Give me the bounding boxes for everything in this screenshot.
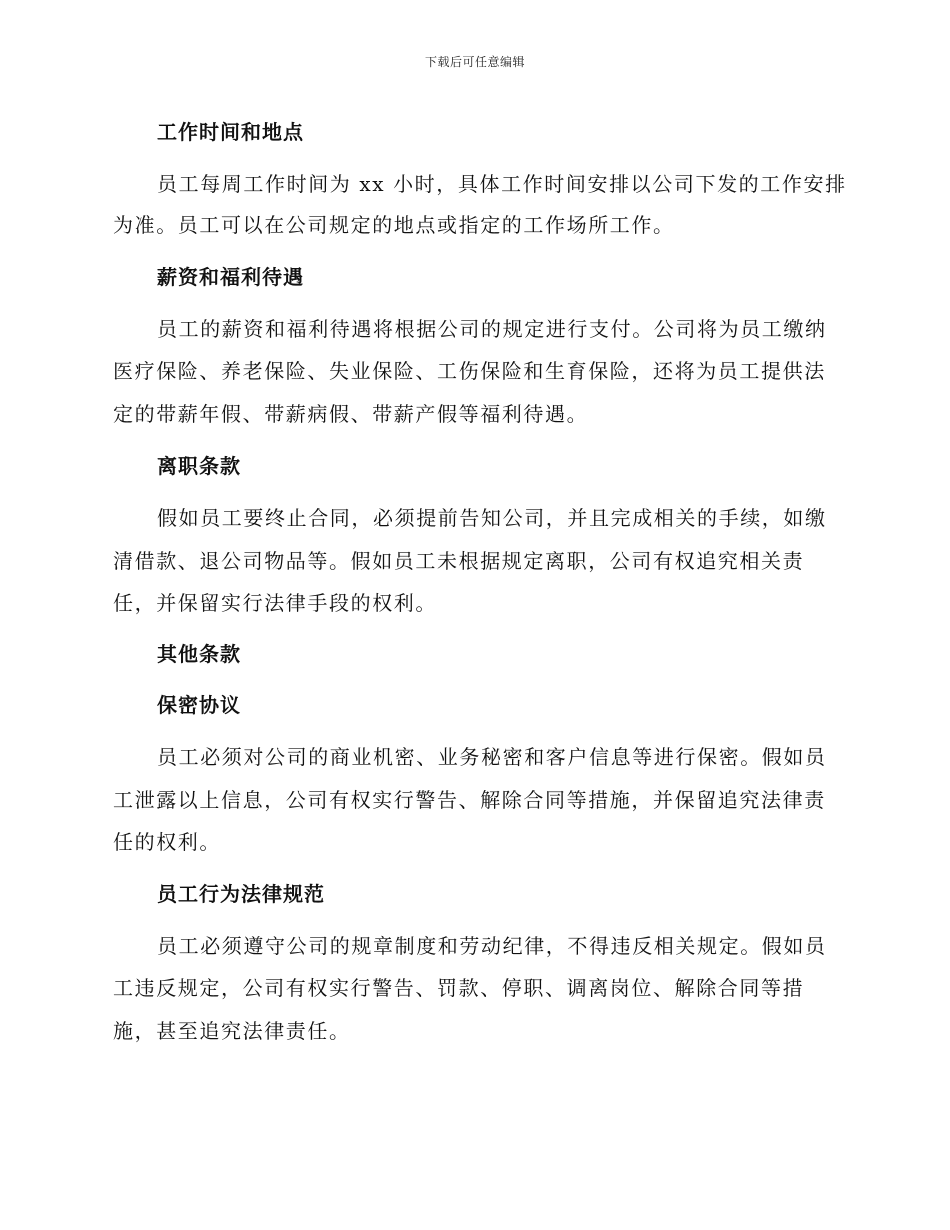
section-heading-other-terms: 其他条款 [157,642,241,666]
paragraph-line: 员工必须遵守公司的规章制度和劳动纪律，不得违反相关规定。假如员 [157,934,827,958]
paragraph-line: 施，甚至追究法律责任。 [113,1019,351,1043]
section-heading-work-time: 工作时间和地点 [157,120,304,144]
section-heading-conduct: 员工行为法律规范 [157,882,325,906]
section-heading-salary: 薪资和福利待遇 [157,265,304,289]
paragraph-line: 员工必须对公司的商业机密、业务秘密和客户信息等进行保密。假如员 [157,745,827,769]
paragraph-line: 清借款、退公司物品等。假如员工未根据规定离职，公司有权追究相关责 [113,549,805,573]
page-header: 下载后可任意编辑 [424,55,525,69]
paragraph-line: 医疗保险、养老保险、失业保险、工伤保险和生育保险，还将为员工提供法 [113,359,826,383]
section-heading-confidentiality: 保密协议 [157,693,241,717]
paragraph-line: 任，并保留实行法律手段的权利。 [113,591,437,615]
paragraph-line: 工违反规定，公司有权实行警告、罚款、停职、调离岗位、解除合同等措 [113,976,805,1000]
paragraph-line: 定的带薪年假、带薪病假、带薪产假等福利待遇。 [113,402,589,426]
paragraph-line: 员工每周工作时间为 xx 小时，具体工作时间安排以公司下发的工作安排 [157,172,847,196]
section-heading-resignation: 离职条款 [157,454,241,478]
paragraph-line: 为准。员工可以在公司规定的地点或指定的工作场所工作。 [113,213,675,237]
paragraph-line: 假如员工要终止合同，必须提前告知公司，并且完成相关的手续，如缴 [157,506,827,530]
paragraph-line: 员工的薪资和福利待遇将根据公司的规定进行支付。公司将为员工缴纳 [157,317,827,341]
paragraph-line: 任的权利。 [113,830,221,854]
paragraph-line: 工泄露以上信息，公司有权实行警告、解除合同等措施，并保留追究法律责 [113,788,826,812]
